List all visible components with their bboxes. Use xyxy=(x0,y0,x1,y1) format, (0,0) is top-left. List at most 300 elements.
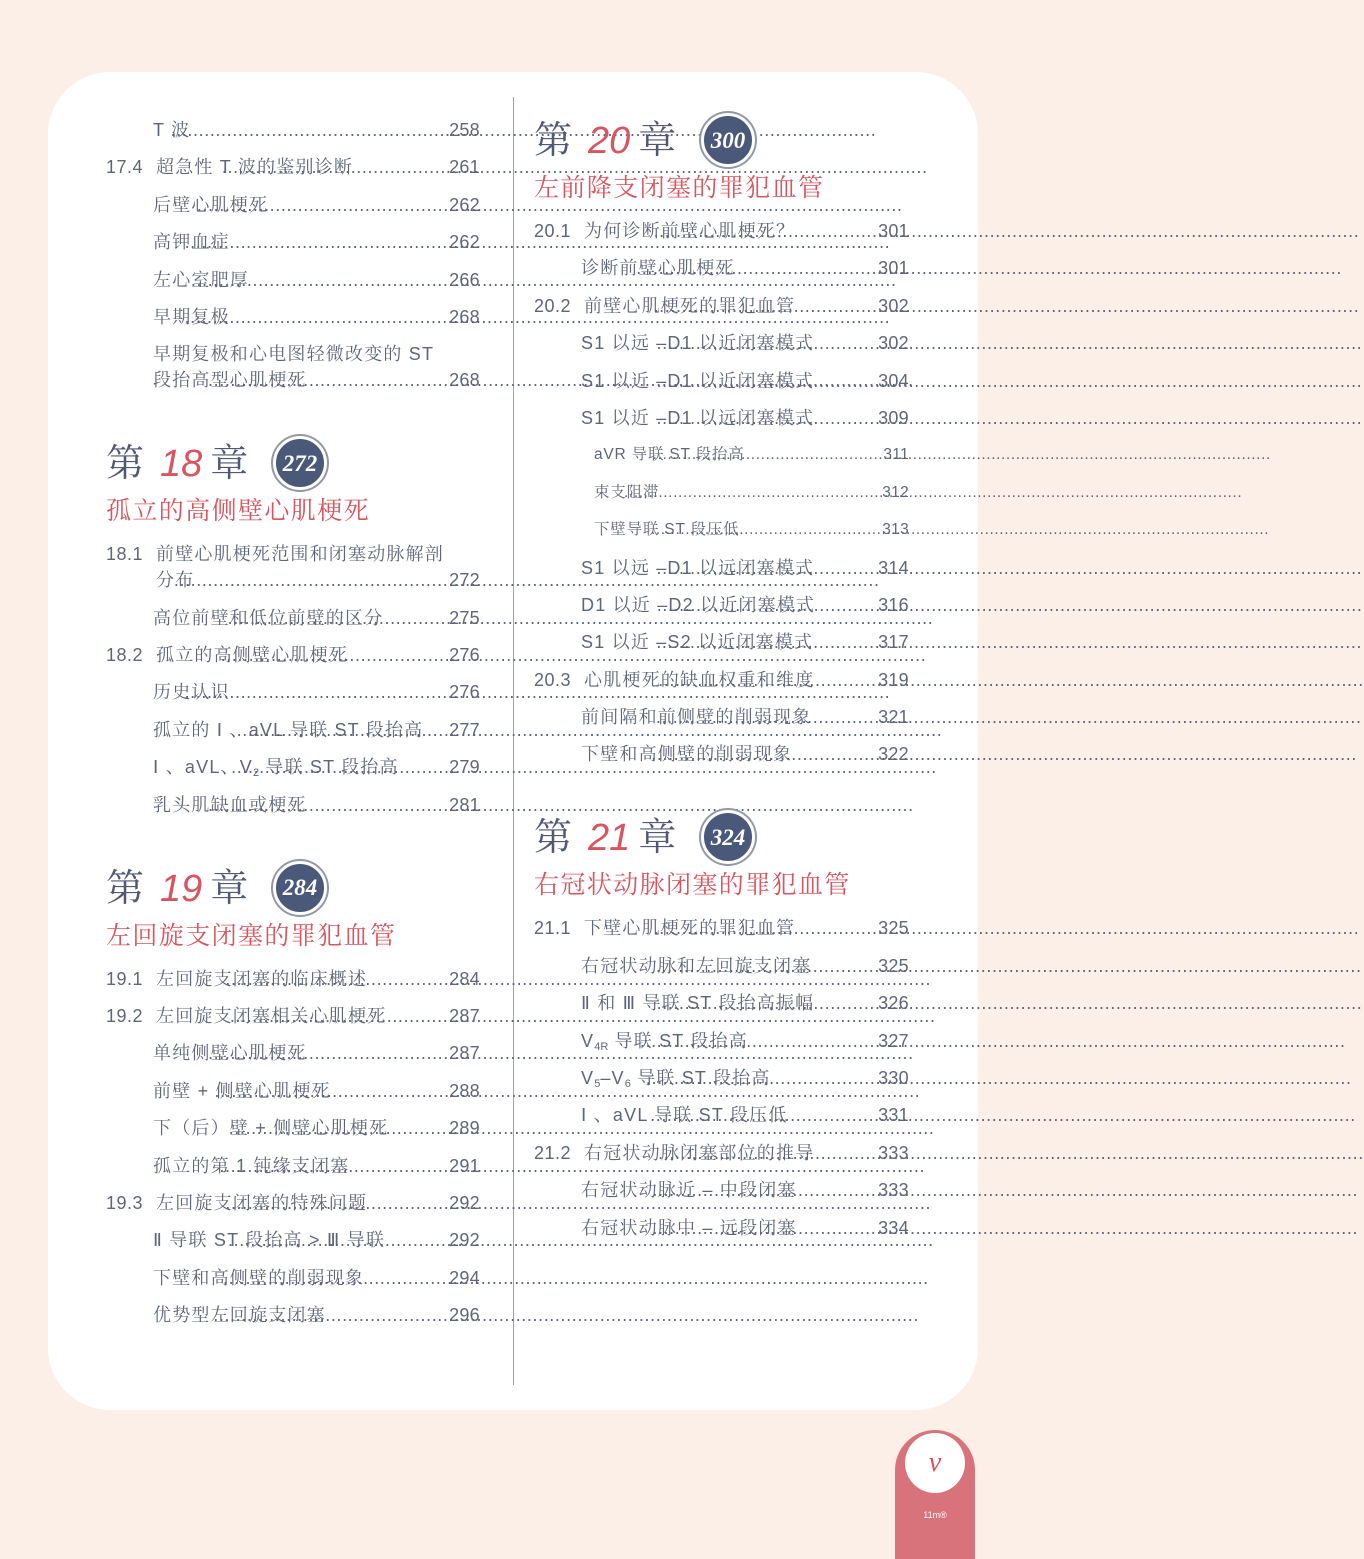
chapter-prefix: 第 xyxy=(534,815,573,860)
title-segment: 导联 ST 段抬高 xyxy=(630,1068,771,1088)
toc-subsection-entry xyxy=(106,593,480,630)
entry-title: 段抬高型心肌梗死 xyxy=(153,370,307,391)
toc-section-entry xyxy=(106,530,480,593)
page-folio: v xyxy=(928,1447,942,1478)
toc-subsection-entry xyxy=(534,693,909,730)
title-segment: 导联 ST 段抬高 xyxy=(608,1030,748,1051)
entry-body xyxy=(153,267,480,293)
entry-title: D1 以近 –D2 以近闭塞模式 xyxy=(581,594,816,615)
dot-leader xyxy=(229,1115,447,1141)
dot-leader xyxy=(171,117,447,143)
entry-body xyxy=(584,1140,909,1166)
toc-subsection-entry xyxy=(106,1141,480,1178)
toc-subsection-entry xyxy=(106,255,480,292)
dot-leader xyxy=(225,1190,447,1216)
dot-leader xyxy=(654,293,876,319)
chapter-start-page: 324 xyxy=(710,824,746,850)
entry-body xyxy=(153,1265,480,1291)
title-segment: –V xyxy=(600,1068,625,1088)
entry-line xyxy=(581,990,909,1016)
entry-title: 前间隔和前侧壁的削弱现象 xyxy=(581,707,812,728)
entry-body xyxy=(581,255,909,281)
entry-title: T 波 xyxy=(153,119,191,140)
page-number: 309 xyxy=(878,407,909,428)
chapter-start-page: 300 xyxy=(710,127,746,153)
entry-body xyxy=(584,667,909,693)
subscript: 6 xyxy=(624,1078,631,1090)
entry-title: Ⅱ 和 Ⅲ 导联 ST 段抬高振幅 xyxy=(581,993,815,1014)
entry-title: 孤立的 Ⅰ 、aVL 导联 ST 段抬高 xyxy=(153,719,424,740)
entry-body xyxy=(581,1065,909,1091)
dot-leader xyxy=(656,629,876,655)
page-number: 287 xyxy=(449,1043,480,1064)
entry-title: 早期复极 xyxy=(153,306,230,327)
entry-line xyxy=(153,792,480,818)
dot-leader xyxy=(646,1065,876,1091)
chapter-heading xyxy=(106,863,480,952)
section-number: 20.1 xyxy=(534,220,572,241)
section-number: 19.3 xyxy=(106,1192,144,1213)
toc-subsection-entry xyxy=(534,1091,909,1128)
entry-line xyxy=(581,1065,909,1091)
page-number: 277 xyxy=(449,719,480,740)
entry-body xyxy=(581,704,909,730)
entry-title: 孤立的高侧壁心肌梗死 xyxy=(156,645,348,666)
page-number: 292 xyxy=(449,1192,480,1213)
entry-line xyxy=(584,1140,909,1166)
dot-leader xyxy=(652,1177,876,1203)
entry-title: 为何诊断前壁心肌梗死？ xyxy=(584,220,796,241)
section-number: 21.2 xyxy=(534,1142,572,1163)
toc-subsection-entry xyxy=(106,780,480,817)
brand-mark: 11m® xyxy=(923,1510,947,1520)
entry-title: 乳头肌缺血或梗死 xyxy=(153,794,307,815)
page-number: 333 xyxy=(878,1180,909,1201)
toc-section-entry xyxy=(106,992,480,1029)
toc-section-entry xyxy=(106,143,480,180)
entry-title: 下壁和高侧壁的削弱现象 xyxy=(581,744,793,765)
entry-line xyxy=(581,629,909,655)
chapter-number: 19 xyxy=(160,867,203,910)
chapter-title: 左回旋支闭塞的罪犯血管 xyxy=(106,921,397,950)
page-number: 327 xyxy=(878,1030,909,1051)
dot-leader xyxy=(228,605,447,631)
toc-subsection-entry xyxy=(534,356,909,393)
entry-body xyxy=(153,605,480,631)
entry-title: 左心室肥厚 xyxy=(153,269,249,290)
entry-title: Ⅱ 导联 ST 段抬高 > Ⅲ 导联 xyxy=(153,1230,386,1251)
entry-line xyxy=(581,255,909,281)
entry-body xyxy=(153,1153,480,1179)
page-number: 312 xyxy=(882,483,909,501)
toc-section-entry xyxy=(534,281,909,318)
page-number: 287 xyxy=(449,1006,480,1027)
entry-line xyxy=(153,229,480,255)
entry-title: 束支阻滞 xyxy=(594,483,660,501)
entry-line xyxy=(581,1028,909,1054)
page-number: 268 xyxy=(449,370,480,391)
dot-leader xyxy=(657,990,876,1016)
entry-line xyxy=(581,1102,909,1128)
toc-subsection-entry xyxy=(106,1029,480,1066)
chapter-title: 右冠状动脉闭塞的罪犯血管 xyxy=(534,871,851,900)
dot-leader xyxy=(657,405,877,431)
dot-leader xyxy=(219,1153,447,1179)
entry-body xyxy=(594,517,909,543)
page-number: 302 xyxy=(878,333,909,354)
entry-line xyxy=(584,667,909,693)
entry-title: 优势型左回旋支闭塞 xyxy=(153,1305,326,1326)
dot-leader xyxy=(222,154,447,180)
entry-body xyxy=(153,229,480,255)
toc-section-entry xyxy=(106,631,480,668)
entry-title-line: 前壁心肌梗死范围和闭塞动脉解剖 xyxy=(156,544,444,565)
page-number: 319 xyxy=(878,669,909,690)
chapter-suffix: 章 xyxy=(210,865,249,910)
chapter-heading xyxy=(534,115,909,204)
toc-subsection-entry xyxy=(534,941,909,978)
dot-leader xyxy=(636,255,876,281)
toc-subsection-entry xyxy=(534,319,909,356)
page-number: 294 xyxy=(449,1267,480,1288)
entry-body xyxy=(153,679,480,705)
entry-line xyxy=(153,1227,480,1253)
dot-leader xyxy=(215,1078,448,1104)
toc-subsection-entry xyxy=(106,293,480,330)
entry-body xyxy=(581,555,909,581)
page-number: 304 xyxy=(878,370,909,391)
entry-line xyxy=(153,679,480,705)
dot-leader xyxy=(231,754,447,780)
toc-section-entry xyxy=(534,207,909,244)
page-number: 262 xyxy=(449,232,480,253)
entry-title: 历史认识 xyxy=(153,682,230,703)
entry-title: 前壁 + 侧壁心肌梗死 xyxy=(153,1080,331,1101)
entry-body xyxy=(584,915,909,941)
entry-body xyxy=(581,592,909,618)
chapter-title: 孤立的高侧壁心肌梗死 xyxy=(106,497,371,526)
chapter-start-page-badge xyxy=(273,436,327,490)
entry-body xyxy=(153,1227,480,1253)
entry-title: 下壁心肌梗死的罪犯血管 xyxy=(584,918,796,939)
entry-line xyxy=(581,405,909,431)
toc-subsection-entry xyxy=(534,730,909,767)
entry-line xyxy=(594,442,909,468)
toc-subsection-entry xyxy=(106,218,480,255)
dot-leader xyxy=(653,442,882,468)
chapter-prefix: 第 xyxy=(106,441,145,486)
title-segment: V xyxy=(581,1068,595,1088)
page-number: 311 xyxy=(883,446,909,464)
toc-subsection-entry xyxy=(106,1104,480,1141)
entry-body xyxy=(581,330,909,356)
entry-title: 心肌梗死的缺血权重和维度 xyxy=(584,669,815,690)
dot-leader xyxy=(657,592,876,618)
title-segment: Ⅰ 、aVL、V xyxy=(153,757,253,778)
chapter-suffix: 章 xyxy=(210,441,249,486)
dot-leader xyxy=(651,517,880,543)
dot-leader xyxy=(656,953,876,979)
entry-line xyxy=(153,1115,480,1141)
toc-subsection-entry xyxy=(534,244,909,281)
entry-body xyxy=(594,442,909,468)
page-number: 288 xyxy=(449,1080,480,1101)
entry-body xyxy=(156,1190,480,1216)
entry-line xyxy=(581,953,909,979)
chapter-label xyxy=(106,863,480,913)
chapter-title: 左前降支闭塞的罪犯血管 xyxy=(534,174,825,202)
chapter-number: 20 xyxy=(588,120,631,162)
page-number: 325 xyxy=(878,918,909,939)
page-number-tab xyxy=(895,1430,975,1559)
chapter-label xyxy=(534,812,909,862)
toc-section-entry xyxy=(106,954,480,991)
entry-title: 诊断前壁心肌梗死 xyxy=(581,258,735,279)
section-number: 21.1 xyxy=(534,918,572,939)
toc-section-entry xyxy=(534,1128,909,1165)
toc-subsection-entry xyxy=(534,1016,909,1053)
section-number: 20.3 xyxy=(534,669,572,690)
page-number: 317 xyxy=(878,632,909,653)
toc-subsection-entry xyxy=(106,330,480,393)
dot-leader xyxy=(185,679,448,705)
page-number: 289 xyxy=(449,1118,480,1139)
dot-leader xyxy=(652,1215,876,1241)
dot-leader xyxy=(208,367,447,393)
entry-line xyxy=(156,567,480,593)
entry-body xyxy=(581,1102,909,1128)
entry-title-line: 早期复极和心电图轻微改变的 ST xyxy=(153,344,435,365)
toc-subsection-entry xyxy=(106,1216,480,1253)
entry-body xyxy=(581,741,909,767)
dot-leader xyxy=(658,1140,876,1166)
entry-body xyxy=(153,754,480,780)
dot-leader xyxy=(191,267,447,293)
entry-body xyxy=(594,480,909,506)
chapter-start-page: 272 xyxy=(282,450,318,476)
entry-title: 下壁导联 ST 段压低 xyxy=(594,521,740,539)
toc-subsection-entry xyxy=(106,1253,480,1290)
dot-leader xyxy=(624,480,880,506)
dot-leader xyxy=(174,567,447,593)
page-number: 279 xyxy=(449,757,480,778)
section-number: 17.4 xyxy=(106,157,144,178)
dot-leader xyxy=(658,667,876,693)
entry-line xyxy=(581,330,909,356)
page-number: 284 xyxy=(449,968,480,989)
entry-title: 下壁和高侧壁的削弱现象 xyxy=(153,1267,365,1288)
entry-title: 左回旋支闭塞的临床概述 xyxy=(156,968,368,989)
entry-body xyxy=(153,1078,480,1104)
page-number: 314 xyxy=(878,557,909,578)
page-number: 261 xyxy=(449,157,480,178)
dot-leader xyxy=(185,229,448,255)
dot-leader xyxy=(208,1040,447,1066)
dot-leader xyxy=(208,792,447,818)
entry-line xyxy=(153,267,480,293)
entry-title: S1 以近 –D1 以远闭塞模式 xyxy=(581,407,815,428)
entry-line xyxy=(581,368,909,394)
entry-body xyxy=(153,341,480,393)
entry-line xyxy=(581,592,909,618)
page-number: 322 xyxy=(878,744,909,765)
entry-title: 右冠状动脉近 – 中段闭塞 xyxy=(581,1180,797,1201)
entry-body xyxy=(581,405,909,431)
entry-title: 孤立的第 1 钝缘支闭塞 xyxy=(153,1155,350,1176)
toc-subsection-entry xyxy=(106,106,480,143)
entry-body xyxy=(153,717,480,743)
page-number: 262 xyxy=(449,194,480,215)
entry-line xyxy=(156,154,480,180)
toc-subsection-entry xyxy=(534,431,909,468)
page-number: 325 xyxy=(878,955,909,976)
toc-subsection-entry xyxy=(534,1054,909,1091)
dot-leader xyxy=(650,1102,876,1128)
chapter-prefix: 第 xyxy=(106,865,145,910)
entry-line xyxy=(153,1302,480,1328)
chapter-label xyxy=(106,438,480,488)
section-number: 19.1 xyxy=(106,968,144,989)
toc-section-entry xyxy=(534,655,909,692)
title-segment: 导联 ST 段抬高 xyxy=(259,757,399,778)
dot-leader xyxy=(197,192,447,218)
entry-title: 高钾血症 xyxy=(153,232,230,253)
toc-subsection-entry xyxy=(106,743,480,780)
dot-leader xyxy=(640,1028,876,1054)
toc-subsection-entry xyxy=(106,1066,480,1103)
entry-title: 前壁心肌梗死的罪犯血管 xyxy=(584,295,796,316)
toc-subsection-entry xyxy=(534,1166,909,1203)
entry-line xyxy=(153,1040,480,1066)
page-number: 331 xyxy=(878,1105,909,1126)
dot-leader xyxy=(654,218,876,244)
entry-line xyxy=(153,1153,480,1179)
dot-leader xyxy=(657,368,877,394)
dot-leader xyxy=(223,1265,447,1291)
section-number: 19.2 xyxy=(106,1006,144,1027)
page-number: 330 xyxy=(878,1068,909,1088)
chapter-number: 18 xyxy=(160,443,203,486)
toc-subsection-entry xyxy=(534,1203,909,1240)
entry-title: 下（后）壁 + 侧壁心肌梗死 xyxy=(153,1118,389,1139)
chapter-prefix: 第 xyxy=(534,118,573,162)
toc-subsection-entry xyxy=(534,543,909,580)
entry-line xyxy=(153,717,480,743)
entry-title: 右冠状动脉闭塞部位的推导 xyxy=(584,1142,815,1163)
entry-line xyxy=(594,480,909,506)
page-number: 333 xyxy=(878,1142,909,1163)
section-number: 18.1 xyxy=(106,544,144,565)
entry-line xyxy=(581,555,909,581)
dot-leader xyxy=(230,1003,447,1029)
entry-body xyxy=(581,1177,909,1203)
toc-subsection-entry xyxy=(534,581,909,618)
dot-leader xyxy=(221,642,447,668)
toc-subsection-entry xyxy=(534,618,909,655)
entry-body xyxy=(153,1302,480,1328)
chapter-start-page-badge xyxy=(273,861,327,915)
page-number: 276 xyxy=(449,682,480,703)
toc-right-column xyxy=(534,115,909,1241)
toc-subsection-entry xyxy=(534,979,909,1016)
dot-leader xyxy=(654,915,876,941)
entry-body xyxy=(581,629,909,655)
entry-body xyxy=(153,1040,480,1066)
entry-line xyxy=(584,915,909,941)
toc-subsection-entry xyxy=(534,506,909,543)
entry-title: Ⅰ 、aVL 导联 ST 段压低 xyxy=(581,1105,788,1126)
entry-title: 左回旋支闭塞的特殊问题 xyxy=(156,1192,368,1213)
page-number: 316 xyxy=(878,594,909,615)
subscript: 4R xyxy=(594,1040,609,1053)
entry-line xyxy=(153,192,480,218)
page-number: 296 xyxy=(449,1305,480,1326)
subscript: 5 xyxy=(594,1078,601,1090)
entry-line xyxy=(156,1003,480,1029)
page-number: 281 xyxy=(449,794,480,815)
entry-body xyxy=(581,368,909,394)
page-number: 301 xyxy=(878,258,909,279)
subscript: 2 xyxy=(252,767,260,780)
entry-line xyxy=(153,304,480,330)
entry-title: 单纯侧壁心肌梗死 xyxy=(153,1043,307,1064)
entry-title xyxy=(153,754,399,780)
entry-line xyxy=(153,367,480,393)
toc-section-entry xyxy=(534,904,909,941)
section-number: 18.2 xyxy=(106,645,144,666)
entry-line xyxy=(581,741,909,767)
entry-title: 右冠状动脉和左回旋支闭塞 xyxy=(581,955,812,976)
entry-title: 超急性 T 波的鉴别诊断 xyxy=(156,157,354,178)
entry-body xyxy=(156,541,480,593)
entry-body xyxy=(584,218,909,244)
entry-title: S1 以近 –D1 以近闭塞模式 xyxy=(581,370,815,391)
toc-subsection-entry xyxy=(106,180,480,217)
page-number: 334 xyxy=(878,1217,909,1238)
entry-line xyxy=(594,517,909,543)
entry-line xyxy=(581,704,909,730)
chapter-start-page-badge xyxy=(701,113,755,167)
page-number: 292 xyxy=(449,1230,480,1251)
entry-title: S1 以远 –D1 以近闭塞模式 xyxy=(581,333,815,354)
page-number: 301 xyxy=(878,220,909,241)
dot-leader xyxy=(656,704,876,730)
entry-body xyxy=(153,304,480,330)
chapter-start-page: 284 xyxy=(282,875,318,901)
entry-line xyxy=(156,966,480,992)
entry-title: 后壁心肌梗死 xyxy=(153,194,269,215)
entry-line xyxy=(153,1265,480,1291)
page-number: 272 xyxy=(449,570,480,591)
page-number: 291 xyxy=(449,1155,480,1176)
page-number: 275 xyxy=(449,607,480,628)
toc-left-column xyxy=(106,106,480,1329)
section-number: 20.2 xyxy=(534,295,572,316)
entry-body xyxy=(584,293,909,319)
chapter-label xyxy=(534,115,909,165)
page-number: 268 xyxy=(449,306,480,327)
entry-body xyxy=(581,953,909,979)
dot-leader xyxy=(657,330,877,356)
dot-leader xyxy=(237,717,447,743)
dot-leader xyxy=(185,304,448,330)
toc-subsection-entry xyxy=(534,394,909,431)
dot-leader xyxy=(225,966,447,992)
entry-line xyxy=(153,605,480,631)
entry-body xyxy=(581,1028,909,1054)
entry-title xyxy=(581,1065,771,1091)
toc-subsection-entry xyxy=(534,468,909,505)
